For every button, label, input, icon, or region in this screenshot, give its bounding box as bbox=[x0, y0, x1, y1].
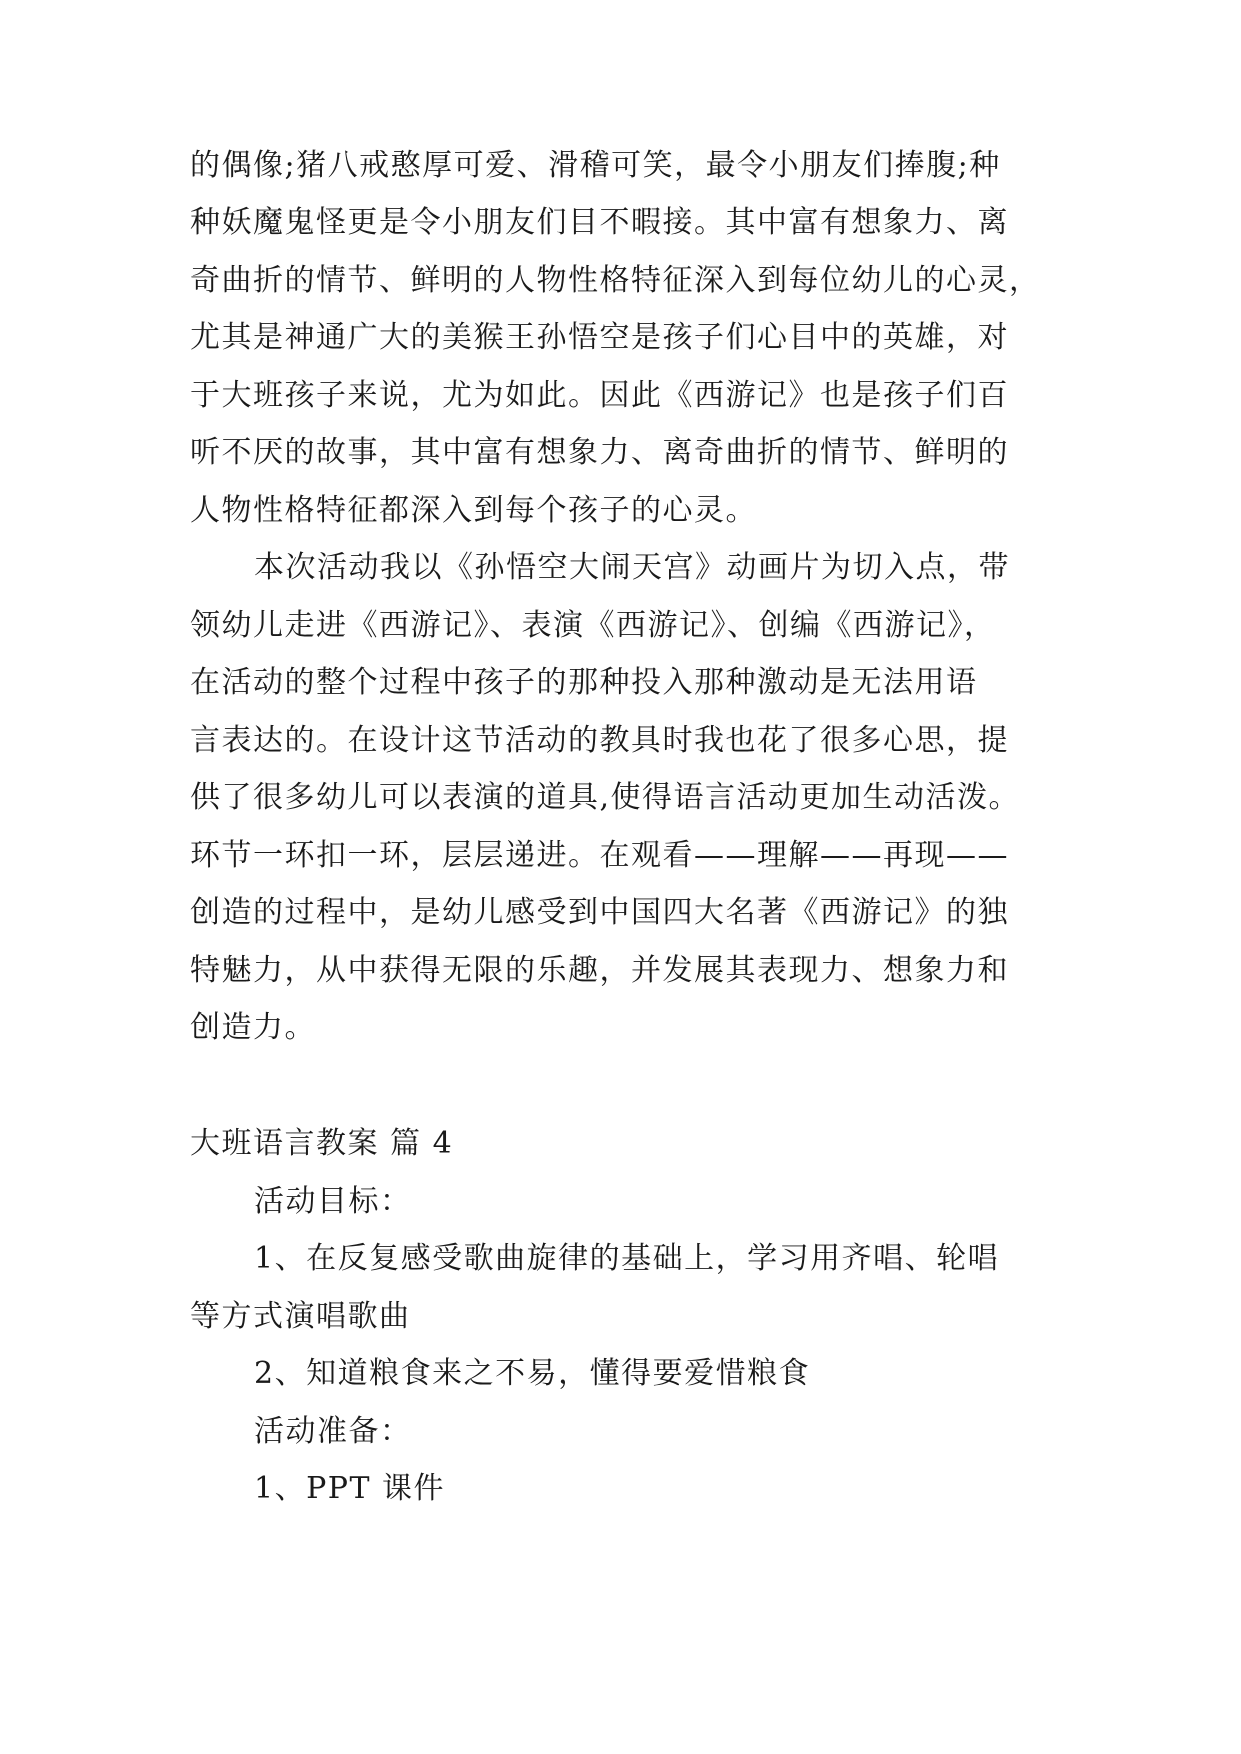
paragraph-2-line: 在活动的整个过程中孩子的那种投入那种激动是无法用语 bbox=[190, 665, 978, 700]
paragraph-2-line: 本次活动我以《孙悟空大闹天宫》动画片为切入点，带 bbox=[254, 550, 1010, 585]
paragraph-1-line: 人物性格特征都深入到每个孩子的心灵。 bbox=[190, 493, 757, 528]
paragraph-1-line: 的偶像;猪八戒憨厚可爱、滑稽可笑，最令小朋友们捧腹;种 bbox=[190, 148, 1001, 183]
prep-1: 1、PPT 课件 bbox=[254, 1471, 446, 1506]
section-title: 大班语言教案 篇 4 bbox=[190, 1126, 454, 1161]
paragraph-2-line: 言表达的。在设计这节活动的教具时我也花了很多心思，提 bbox=[190, 723, 1009, 758]
paragraph-1-line: 尤其是神通广大的美猴王孙悟空是孩子们心目中的英雄，对 bbox=[190, 320, 1009, 355]
goal-2: 2、知道粮食来之不易，懂得要爱惜粮食 bbox=[254, 1356, 811, 1391]
paragraph-1-line: 听不厌的故事，其中富有想象力、离奇曲折的情节、鲜明的 bbox=[190, 435, 1009, 470]
paragraph-2-line: 环节一环扣一环，层层递进。在观看——理解——再现—— bbox=[190, 838, 1009, 873]
goal-1-line: 1、在反复感受歌曲旋律的基础上，学习用齐唱、轮唱 bbox=[254, 1241, 1000, 1276]
paragraph-1-line: 于大班孩子来说，尤为如此。因此《西游记》也是孩子们百 bbox=[190, 378, 1009, 413]
paragraph-2-line: 特魅力，从中获得无限的乐趣，并发展其表现力、想象力和 bbox=[190, 953, 1009, 988]
paragraph-1-line: 奇曲折的情节、鲜明的人物性格特征深入到每位幼儿的心灵， bbox=[190, 263, 1041, 298]
paragraph-1-line: 种妖魔鬼怪更是令小朋友们目不暇接。其中富有想象力、离 bbox=[190, 205, 1009, 240]
goal-1-line: 等方式演唱歌曲 bbox=[190, 1299, 411, 1334]
activity-prep-heading: 活动准备： bbox=[254, 1414, 412, 1449]
paragraph-2-line: 创造力。 bbox=[190, 1010, 316, 1045]
paragraph-2-line: 供了很多幼儿可以表演的道具,使得语言活动更加生动活泼。 bbox=[190, 780, 1021, 815]
paragraph-2-line: 领幼儿走进《西游记》、表演《西游记》、创编《西游记》， bbox=[190, 608, 996, 643]
activity-goals-heading: 活动目标： bbox=[254, 1184, 412, 1219]
paragraph-2-line: 创造的过程中，是幼儿感受到中国四大名著《西游记》的独 bbox=[190, 895, 1009, 930]
